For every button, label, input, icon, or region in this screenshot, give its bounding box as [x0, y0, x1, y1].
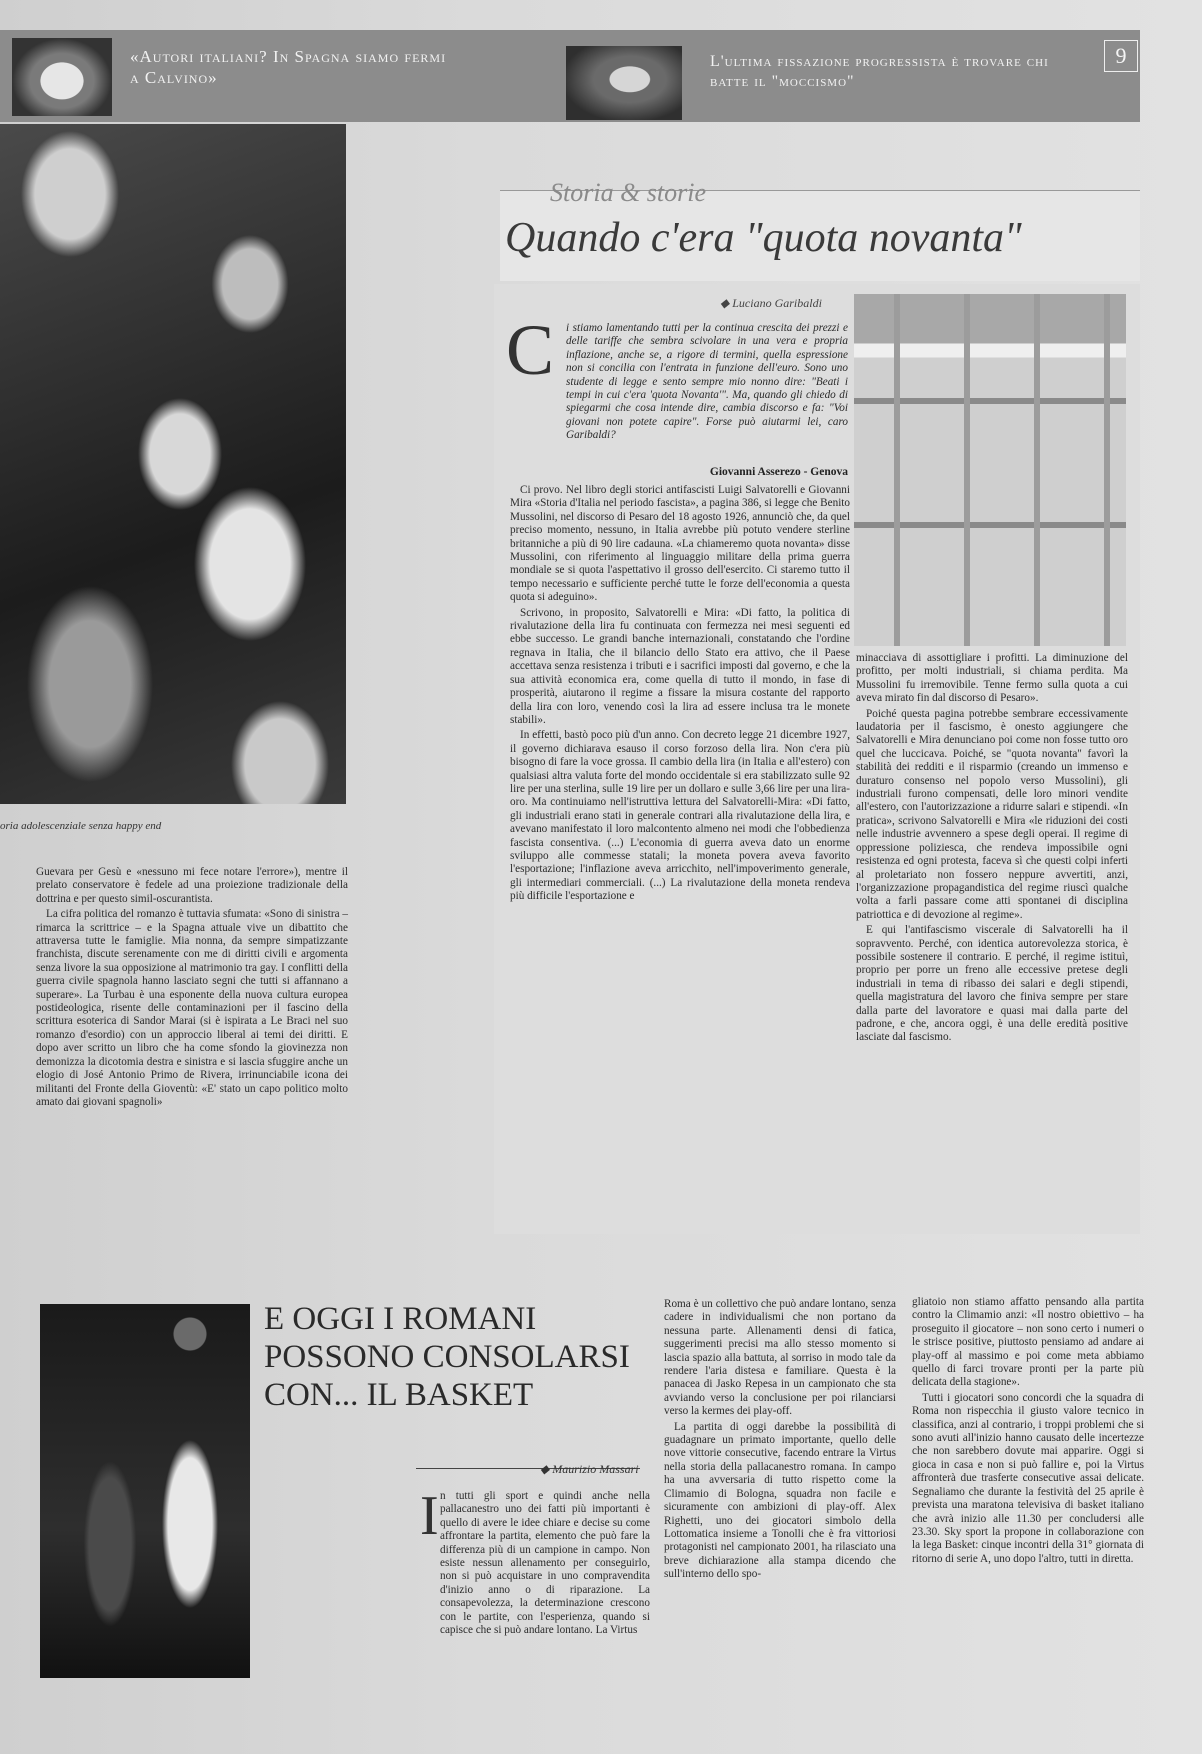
main-paragraph: Poiché questa pagina potrebbe sembrare eccessivamente laudatoria per il fascismo, è onesto aggiungere che Salvatorelli e Mira denunciano poi come non fosse tutto oro quel che luccicava. Poiché, se "quota novanta" favorì la stabilità dei redditi e il risparmio (creando un immenso e duraturo consenso nel popolo verso Mussolini), gli industriali furono compensati, delle loro minori vendite all'estero, con l'autorizzazione a ridurre salari e stipendi. «In pratica», scrivono Salvatorelli e Mira «le riduzioni dei costi nelle industrie avvennero a spese degli operai. Il regime di oppressione poliziesca, che rendeva impossibile ogni resistenza ed ogni protesta, faceva sì che questi colpi inferti al proletariato non fossero neppure avvertiti, anzi, l'organizzazione propagandistica del regime riuscì qualche volta a farli passare come atti spontanei di disciplina patriottica e di devozione al regime». [856, 707, 1128, 921]
author-name: Luciano Garibaldi [732, 296, 822, 310]
main-paragraph: E qui l'antifascismo viscerale di Salvatorelli ha il sopravvento. Perché, con identica autorevolezza storica, è possibile sostenere il contrario. E perché, il regime istituì, proprio per porre un freno alle eccessive pretese degli industriali in tema di ribasso dei salari e degli stipendi, quella magistratura del lavoro che finiva sempre per stare dalla parte del lavoratore e quasi mai dalla parte del padrone, e che, ancora oggi, è una delle eredità positive lasciate dal fascismo. [856, 924, 1128, 1044]
left-article-body [36, 866, 348, 1111]
left-paragraph: La cifra politica del romanzo è tuttavia sfumata: «Sono di sinistra – rimarca la scrittrice – e la Spagna attuale vive un dibattito che attraversa tutte le famiglie. Mia nonna, da sempre simpatizzante franchista, discute serenamente con me di diritti civili e argomenta senza livore la sua opposizione al matrimonio tra gay. I conflitti della guerra civile spagnola hanno lasciato segni che tutti si affannano a superare». La Turbau è una esponente della nuova cultura europea postideologica, risente delle contaminazioni per il fascino della scrittura esoterica di Sandor Marai (si è ispirata a Le Braci nel suo romanzo d'esordio) con un approccio liberal ai temi dei diritti. E dopo aver scritto un libro che ha come sfondo la giovinezza non demonizza la dicotomia destra e sinistra e si lascia sfuggire anche un elogio di José Antonio Primo de Rivera, irrinunciabile icona dei militanti del Fronte della Gioventù: «E' stato un capo politico molto amato dai giovani spagnoli» [36, 908, 348, 1108]
main-article-col1 [510, 484, 850, 906]
basket-col3 [912, 1296, 1144, 1568]
basket-author-name: Maurizio Massari [552, 1462, 639, 1476]
basketball-photo [40, 1304, 250, 1678]
basket-col2 [664, 1298, 896, 1584]
basket-title [264, 1300, 664, 1414]
page-number: 9 [1104, 40, 1138, 72]
letter-signature: Giovanni Asserezo - Genova [709, 466, 848, 478]
main-paragraph: In effetti, bastò poco più d'un anno. Con decreto legge 21 dicembre 1927, il governo dichiarava esauso il corso forzoso della lira. Non c'era più bisogno di fare la voce grossa. Il cambio della lira (in Italia e all'estero) con qualsiasi altra valuta forte del mondo occidentale si era stabilizzato sulle 92 lire per una sterlina, sulle 19 lire per un dollaro e sulle 3,66 lire per una lira-oro. Ma continuiamo nell'istruttiva lettura del Salvatorelli-Mira: «Di fatto, gli industriali erano stati in generale contrari alla rivalutazione della lira, e avevano manifestato il loro malcontento almeno nei modi che l'obbedienza fascista consentiva. (...) L'economia di guerra aveva dato un enorme sviluppo alle commesse statali; la moneta povera aveva favorito l'esportazione; l'inflazione aveva arricchito, nell'impoverimento generale, gli intermediari commerciali. (...) La rivalutazione della moneta rendeva più difficile l'esportazione e [510, 729, 850, 903]
basket-title-line: E OGGI I ROMANI [264, 1301, 537, 1337]
basket-author: ◆ Maurizio Massari [540, 1462, 639, 1476]
crowd-photo [0, 124, 346, 804]
article-kicker: Storia & storie [550, 178, 707, 207]
basket-paragraph: gliatoio non stiamo affatto pensando alla partita contro la Climamio anzi: «Il nostro obiettivo – ha proseguito il giocatore – non sono certo i numeri o le strisce positive, piuttosto pensiamo ad andare ai play-off al massimo e poi come meta abbiamo quello di farci trovare pronti per la parte più delicata della stagione». [912, 1296, 1144, 1389]
header-left-title: «Autori italiani? In Spagna siamo fermi a Calvino» [130, 47, 447, 87]
main-article-col2 [856, 652, 1128, 1047]
main-paragraph: minacciava di assottigliare i profitti. La diminuzione del profitto, per molti industriali, si chiama perdita. Ma Mussolini fu irremovibile. Tenne fermo sulla quota a cui aveva mirato fin dal discorso di Pesaro». [856, 652, 1128, 705]
basket-title-line: CON... IL BASKET [264, 1377, 534, 1413]
basket-dropcap: I [420, 1485, 439, 1547]
reader-letter [566, 322, 848, 445]
basket-paragraph: Roma è un collettivo che può andare lontano, senza cadere in individualismi che non portano da nessuna parte. Allenamenti densi di fatica, suggerimenti precisi ma allo stesso momento si lascia spazio alla battuta, al sorriso in modo tale da rendere l'aria distesa e familiare. Questa è la panacea di Jasko Repesa in un campionato che sta avviando verso la conclusione per poi rilanciarsi verso la kermes dei play-off. [664, 1298, 896, 1418]
author-photo-right [566, 46, 682, 120]
basket-col1 [418, 1485, 650, 1639]
main-paragraph: Ci provo. Nel libro degli storici antifascisti Luigi Salvatorelli e Giovanni Mira «Storia d'Italia nel periodo fascista», a pagina 386, si legge che Benito Mussolini, nel discorso di Pesaro del 18 agosto 1926, annunciò che, da quel preciso momento, nessuno, in Italia avrebbe più potuto vendere sterline britanniche a più di 90 lire cadauna. «La chiameremo quota novanta» disse Mussolini, con riferimento al linguaggio militare della prima guerra mondiale se si quota l'aspettativo il grosso dell'esercito. Ci staremo tutto il tempo necessario e sufficiente perché tutte le forze dell'economia a questa quota si adeguino». [510, 484, 850, 604]
palazzo-facade-photo [854, 294, 1126, 646]
photo-caption: oria adolescenziale senza happy end [0, 820, 162, 832]
article-title: Quando c'era "quota novanta" [505, 215, 1022, 261]
main-paragraph: Scrivono, in proposito, Salvatorelli e Mira: «Di fatto, la politica di rivalutazione della lira fu continuata con fermezza nei mesi seguenti ed ebbe successo. Le grandi banche internazionali, constatando che l'ordine regnava in Italia, che il bilancio dello Stato era attivo, che il Paese accettava senza resistenza i tributi e i sacrifici imposti dal governo, e che la sua attività economica era, come quella di tutto il mondo, in fase di prosperità, aiutarono il regime a fissare la misura costante del rapporto della lira con loro, venendo così la lira ad essere inclusa tra le monete stabili». [510, 606, 850, 726]
basket-paragraph: Tutti i giocatori sono concordi che la squadra di Roma non rispecchia il giusto valore tecnico in classifica, anzi al contrario, i troppi problemi che si sono avuti all'inizio hanno causato delle incertezze che non sarebbero dovute mai apparire. Oggi si gioca in casa e non si può fallire e, poi la Virtus affronterà due trasferte consecutive assai delicate. Segnaliamo che durante la festività del 25 aprile è prevista una maratona televisiva di basket italiano che avrà inizio alle 11.30 per concludersi alle 23.30. Sky sport la propone in collaborazione con la lega Basket: cinque incontri della 31° giornata di ritorno di serie A, uno dopo l'altro, tutti in diretta. [912, 1391, 1144, 1565]
letter-dropcap: C [506, 310, 555, 390]
basket-title-line: POSSONO CONSOLARSI [264, 1339, 630, 1375]
basket-paragraph: La partita di oggi darebbe la possibilità di guadagnare un primato importante, quello delle nove vittorie consecutive, facendo entrare la Virtus nella storia della pallacanestro romana. In campo ha una avversaria di tutto rispetto come la Climamio di Bologna, squadra non facile e sicuramente con ambizioni di play-off. Alex Righetti, uno dei giocatori simbolo della Lottomatica insieme a Tonolli che è fra vittoriosi protagonisti nel campionato 2001, ha rilasciato una breve dichiarazione alla stampa dicendo che sull'interno dello spo- [664, 1420, 896, 1581]
header-right-title: L'ultima fissazione progressista è trovare chi batte il "moccismo" [710, 53, 1049, 90]
author-photo-left [12, 38, 112, 116]
letter-text: i stiamo lamentando tutti per la continua crescita dei prezzi e delle tariffe che sembra scivolare in una vera e propria inflazione, anche se, a rigore di termini, quella espressione non si concilia con l'entrata in funzione dell'euro. Sono uno studente di legge e sento sempre mio nonno dire: "Beati i tempi in cui c'era 'quota Novanta'". Ma, quando gli chiedo di spiegarmi che cosa intende dire, cambia discorso e fa: "Voi giovani non potete capire". Forse può aiutarmi lei, caro Garibaldi? [566, 322, 848, 442]
article-author: ◆ Luciano Garibaldi [720, 296, 822, 310]
left-paragraph: Guevara per Gesù e «nessuno mi fece notare l'errore»), mentre il prelato conservatore è fedele ad una proiezione tradizionale della dottrina e per questo simil-oscurantista. [36, 866, 348, 905]
basket-lead: n tutti gli sport e quindi anche nella pallacanestro uno dei fatti più importanti è quello di avere le idee chiare e decise su come affrontare la partita, elemento che può fare la differenza più di un campione in campo. Non esiste nessun allenamento per conseguirlo, non si può acquistare in uno compravendita d'inizio anno o di riparazione. La consapevolezza, la determinazione crescono con le partite, con l'esperienza, quando si capisce che si può andare lontano. La Virtus [440, 1490, 650, 1637]
